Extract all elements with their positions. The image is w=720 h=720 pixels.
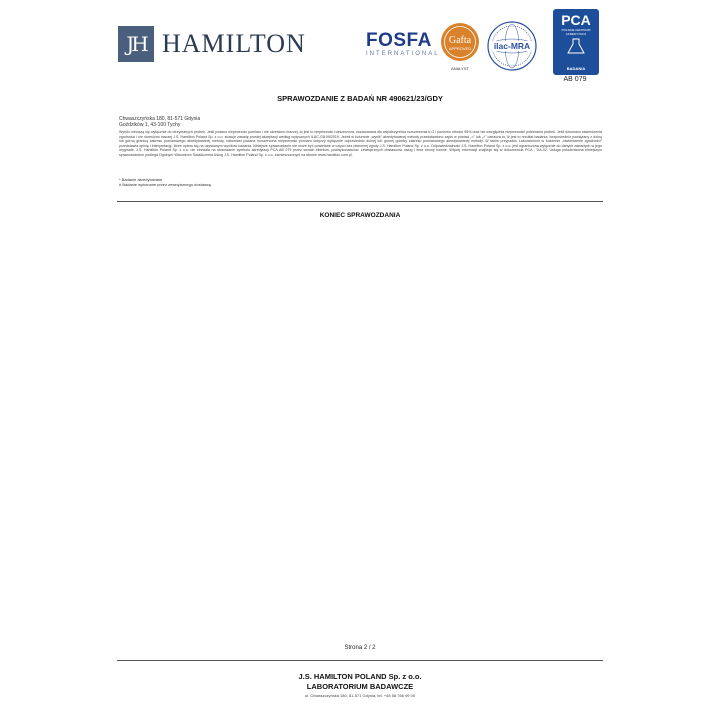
- flask-icon: [554, 36, 598, 58]
- pca-logo-subtext: POLSKIE CENTRUM AKREDYTACJI: [561, 28, 591, 36]
- pca-logo-text: PCA: [561, 12, 591, 28]
- end-of-report-title: KONIEC SPRAWOZDANIA: [319, 212, 401, 219]
- ilac-logo-text: ilac-MRA: [493, 41, 531, 51]
- pca-badania-label: BADANIA: [566, 66, 586, 71]
- ilac-mra-logo: [486, 20, 538, 72]
- pca-accreditation-logo: [553, 9, 599, 75]
- footer-company: J.S. HAMILTON POLAND Sp. z o.o.: [298, 672, 422, 681]
- gafta-analyst-label: ANALYST: [451, 66, 469, 71]
- notes-paragraph: Wyniki odnoszą się wyłącznie do otrzymanych próbek. Jeśli podano niepewność pomiaru i nie określono inaczej, to jest to niepewność rozszerzona, oszacowana dla współczynnika rozszerzenia k=2 i poziomu ufności 95% oraz nie uwzględnia niepewności pobierania próbek. Jeśli dokonano stwierdzenia zgodności i nie określono inaczej J.S. Hamilton Poland Sp. z o.o. stosuje zasadę prostej akceptacji według wytycznych ILAC-G8:09/2019. Jeżeli w kolumnie „wynik” akredytowanej metody przedstawiono zapis w postaci „<” lub „>” oznacza to, iż jest to rezultat badania, bezpośrednio powiązany z dolną lub górną granicą zakresu pomiarowego akredytowanej metody, natomiast podana rozszerzona niepewność pomiaru dotyczy wyłącznie odpowiednio dolnej lub górnej granicy zakresu pomiarowego akredytowanej metody. W takim przypadku Laboratorium w kolumnie „stwierdzenie zgodności” przedstawia opinię i interpretację, które opiera się na uzyskanym wyników badania. Niniejsze sprawozdanie nie może być powielane w części bez pisemnej zgody J.S. Hamilton Poland Sp. z o.o. Odpowiedzialność J.S. Hamilton Poland Sp. z o.o. jest ograniczona wyłącznie do danych zawartych w jego oryginale. J.S. Hamilton Poland Sp. z o.o. nie zezwala na stosowanie symbolu akredytacji PCA AB 079 przez swoich klientów, podwykonawców, zewnętrznych dostawców usług i inne strony trzecie. Więcej informacji znajduje się w dokumencie PCA - DA-02. Usługa potwierdzona niniejszym sprawozdaniem podlega Ogólnym Warunkom Świadczenia Usług J.S. Hamilton Poland Sp. z o.o. zamieszczonym na stronie www.hamilton.com.pl.: [119, 130, 602, 157]
- hamilton-monogram: JH: [118, 26, 154, 62]
- report-footnotes: [119, 177, 211, 187]
- footer-address: ul. Chwaszczyńska 180, 81-571 Gdynia, tel. +48 58 766 99 00: [304, 693, 416, 698]
- hamilton-logo: [118, 26, 306, 62]
- report-notes: [119, 130, 602, 158]
- fosfa-logo-subtext: INTERNATIONAL: [366, 51, 440, 57]
- divider: [117, 201, 603, 202]
- fosfa-logo: [366, 30, 440, 57]
- hamilton-logo-text: HAMILTON: [162, 29, 306, 58]
- gafta-logo-subtext: APPROVED: [448, 46, 472, 51]
- footer-divider: [117, 660, 603, 661]
- report-title: SPRAWOZDANIE Z BADAŃ NR 490621/23/GDY: [277, 94, 443, 103]
- client-address: [119, 116, 200, 128]
- footer-lab: LABORATORIUM BADAWCZE: [306, 682, 414, 691]
- address-line: Chwaszczyńska 180, 81-571 Gdynia: [119, 116, 201, 122]
- footnote-external: # Badanie wykonane przez zewnętrznego dostawcę: [119, 182, 212, 187]
- gafta-logo-text: Gafta: [448, 35, 472, 46]
- footnote-accredited: * Badanie akredytowane: [119, 177, 163, 182]
- page-footer: [0, 672, 720, 699]
- page-number: Strona 2 / 2: [344, 645, 376, 651]
- gafta-logo: [439, 21, 481, 63]
- pca-accreditation-code: AB 079: [563, 76, 587, 83]
- address-line: Goździków 1, 43-100 Tychy: [119, 122, 181, 128]
- fosfa-logo-text: FOSFA: [366, 30, 432, 51]
